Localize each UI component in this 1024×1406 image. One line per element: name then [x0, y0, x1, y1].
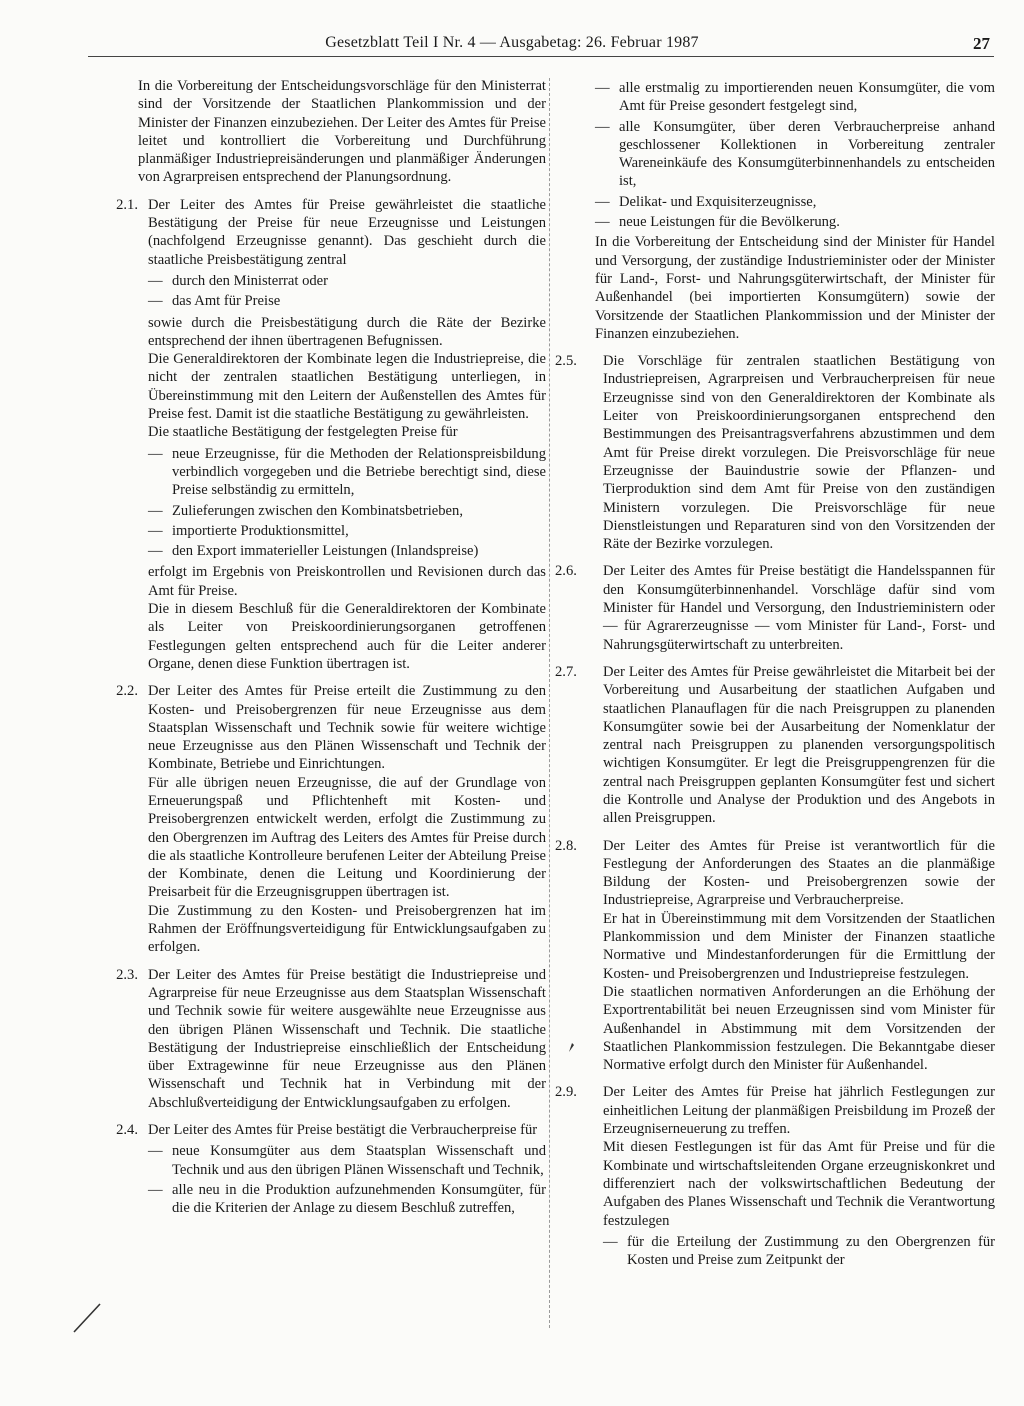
section-2-7: [555, 663, 995, 828]
paragraph: Der Leiter des Amtes für Preise bestätigt die Industriepreise und Agrarpreise für neue Erzeugnisse aus dem Staatsplan Wissenschaft und Technik sowie für weitere ausgewählte neue Erzeugnisse aus den übrigen Plänen Wissenschaft und Technik. Die staatliche Bestätigung der Industriepreise einschließlich der Entscheidung über Extragewinne für neue Erzeugnisse aus den Plänen Wissenschaft und Technik hat in Verbindung mit der Abschlußverteidigung der Entwicklungsaufgaben zu erfolgen.: [148, 966, 546, 1111]
paragraph: In die Vorbereitung der Entscheidung sind der Minister für Handel und Versorgung, der zuständige Industrieminister oder der Minister für Land-, Forst- und Nahrungsgüterwirtschaft, der Minister für Außenhandel (bei importierten Konsumgütern) sowie der Vorsitzende der Staatlichen Plankommission und der Minister der Finanzen einzubeziehen.: [595, 234, 995, 342]
bullet-list: [148, 1142, 546, 1217]
paragraph: Der Leiter des Amtes für Preise gewährleistet die staatliche Bestätigung der Preise für neue Erzeugnisse und Leistungen (nachfolgend Erzeugnisse genannt). Das geschieht durch die staatliche Preisbestätigung zentral: [148, 196, 546, 268]
dash-marker: —: [603, 1233, 618, 1250]
section-number: 2.5.: [555, 353, 577, 370]
list-item: — alle erstmalig zu importierenden neuen Konsumgüter, die vom Amt für Preise gesondert festgelegt sind,: [595, 80, 995, 115]
paragraph: Für alle übrigen neuen Erzeugnisse, die auf der Grundlage von Erneuerungspaß und Pflichtenheft mit Kosten- und Preisobergrenzen entwickelt werden, erfolgt die Zustimmung zu den Obergrenzen im Auftrag des Leiters des Amtes für Preise durch die als staatliche Kontrolleure berufenen Leiter der Abteilung Preise der Kombinate, denen die Leitung und Koordinierung der Preisarbeit für die Erzeugnisgruppen übertragen ist.: [148, 774, 546, 901]
dash-marker: —: [595, 193, 610, 210]
header-title: Gesetzblatt Teil I Nr. 4 — Ausgabetag: 26. Februar 1987: [325, 34, 699, 51]
section-2-5: [555, 352, 995, 553]
page-header: [0, 34, 1024, 56]
list-item: — das Amt für Preise: [148, 293, 281, 310]
paragraph: Mit diesen Festlegungen ist für das Amt für Preise und für die Kombinate und wirtschaftsleitenden Organe erzeugniskonkret und differenziert nach der volkswirtschaftlichen Bedeutung der Aufgaben des Planes Wissenschaft und Technik die Verantwortung festzulegen: [603, 1139, 995, 1229]
list-item: — importierte Produktionsmittel,: [148, 522, 349, 539]
list-item: — alle neu in die Produktion aufzunehmenden Konsumgüter, für die die Kriterien der Anlage zu diesem Beschluß zutreffen,: [148, 1181, 546, 1217]
dash-marker: —: [148, 502, 163, 519]
paragraph: Der Leiter des Amtes für Preise hat jährlich Festlegungen zur einheitlichen Leitung der planmäßigen Preisbildung im Prozeß der Erzeugniserneuerung zu treffen.: [603, 1084, 995, 1138]
section-number: 2.1.: [116, 196, 138, 213]
list-item: — neue Leistungen für die Bevölkerung.: [595, 214, 840, 231]
bullet-list: [148, 272, 546, 311]
list-item: — neue Erzeugnisse, für die Methoden der Relationspreisbildung verbindlich vorgegeben und die Betriebe berechtigt sind, diese Preise selbständig zu ermitteln,: [148, 445, 546, 499]
section-2-3: [96, 966, 546, 1112]
dash-marker: —: [148, 293, 163, 310]
paragraph: Der Leiter des Amtes für Preise gewährleistet die Mitarbeit bei der Vorbereitung und Ausarbeitung der staatlichen Aufgaben und staatlichen Planauflagen für die nach Preisgruppen zu planenden Konsumgüter sowie bei der Ausarbeitung der Nomenklatur der zentral nach Preisgruppen zu planenden versorgungspolitisch wichtigen Konsumgüter. Er legt die Preisgruppengrenzen für die zentral nach Preisgruppen geplanten Konsumgüter fest und sichert die Kontrolle und Analyse der Produktion und des Angebots in allen Preisgruppen.: [603, 663, 995, 827]
paragraph: Die Vorschläge für zentralen staatlichen Bestätigung von Industriepreisen, Agrarpreisen und Verbraucherpreisen für neue Erzeugnisse sind von den Generaldirektoren der Kombinate als Leiter von Preiskoordinierungsorganen entsprechend den Bestimmungen des Preisantragsverfahrens abzustimmen und dem Amt für Preise direkt vorzulegen. Die Preisvorschläge für neue Erzeugnisse der Bauindustrie sowie der Pflanzen- und Tierproduktion sind dem Amt für Preise von den zuständigen Ministern vorzulegen. Die Preisvorschläge für neue Dienstleistungen und Reparaturen sind von den Vorsitzenden der Räte der Bezirke vorzulegen.: [603, 353, 995, 553]
section-2-2: [96, 682, 546, 956]
paragraph: sowie durch die Preisbestätigung durch die Räte der Bezirke entsprechend der ihnen übertragenen Befugnissen.: [148, 314, 546, 349]
header-rule: [88, 56, 994, 57]
list-item: — Delikat- und Exquisiterzeugnisse,: [595, 193, 817, 210]
list-item: — alle Konsumgüter, über deren Verbraucherpreise anhand geschlossener Kollektionen in Vorbereitung zentraler Wareneinkäufe des Konsumgüterbinnenhandels zu entscheiden ist,: [595, 118, 995, 190]
dash-marker: —: [595, 214, 610, 231]
section-2-6: [555, 562, 995, 653]
list-item: — durch den Ministerrat oder: [148, 272, 329, 289]
section-number: 2.3.: [116, 966, 138, 983]
section-number: 2.2.: [116, 683, 138, 700]
list-item: — Zulieferungen zwischen den Kombinatsbetrieben,: [148, 502, 463, 519]
paragraph: erfolgt im Ergebnis von Preiskontrollen und Revisionen durch das Amt für Preise.: [148, 564, 546, 599]
bullet-list: [148, 445, 546, 561]
section-number: 2.8.: [555, 837, 577, 854]
paragraph: Die in diesem Beschluß für die Generaldirektoren der Kombinate als Leiter von Preiskoordinierungsorganen getroffenen Festlegungen gelten entsprechend auch für die Leiter anderer Organe, denen diese Funktion übertragen ist.: [148, 601, 546, 672]
dash-marker: —: [148, 522, 163, 539]
section-number: 2.9.: [555, 1084, 577, 1101]
dash-marker: —: [148, 272, 163, 289]
section-2-4: [96, 1121, 546, 1220]
column-divider: [549, 78, 551, 1328]
dash-marker: —: [148, 1181, 163, 1198]
section-number: 2.7.: [555, 663, 577, 680]
section-2-8: [555, 837, 995, 1075]
paragraph: Der Leiter des Amtes für Preise bestätigt die Handelsspannen für den Konsumgüterbinnenhandel. Vorschläge dafür sind vom Minister für Handel und Versorgung, den Industrieministern oder — für Agrarerzeugnisse — vom Minister für Land-, Forst- und Nahrungsgüterwirtschaft zu unterbreiten.: [603, 563, 995, 653]
dash-marker: —: [148, 445, 163, 462]
paragraph: Er hat in Übereinstimmung mit dem Vorsitzenden der Staatlichen Plankommission und dem Minister der Finanzen staatliche Normative und Mindestanforderungen für die Ermittlung der Kosten- und Preisobergrenzen und Industriepreise festzulegen.: [603, 910, 995, 982]
dash-marker: —: [148, 1143, 163, 1160]
paragraph: Der Leiter des Amtes für Preise bestätigt die Verbraucherpreise für: [148, 1122, 538, 1139]
paragraph: Die Generaldirektoren der Kombinate legen die Industriepreise, die nicht der zentralen staatlichen Bestätigung unterliegen, in Übereinstimmung mit den Leitern der Außenstellen des Amtes für Preise fest. Damit ist die staatliche Bestätigung zu gewährleisten.: [148, 351, 546, 423]
list-item: — den Export immaterieller Leistungen (Inlandspreise): [148, 543, 479, 560]
dash-marker: —: [595, 118, 610, 135]
section-number: 2.4.: [116, 1122, 138, 1139]
bullet-list: [603, 1233, 995, 1270]
paragraph: Die Zustimmung zu den Kosten- und Preisobergrenzen hat im Rahmen der Eröffnungsverteidigung für Entwicklungsaufgaben zu erfolgen.: [148, 902, 546, 956]
ink-dot-mark: [566, 1040, 576, 1054]
pen-stroke-mark: [70, 1300, 104, 1336]
paragraph: Die staatlichen normativen Anforderungen an die Erhöhung der Exportrentabilität bei neuen Erzeugnissen sind vom Minister für Außenhandel in Abstimmung mit dem Vorsitzenden der Staatlichen Plankommission festzulegen. Die Bekanntgabe dieser Normative erfolgt durch den Minister für Außenhandel.: [603, 983, 995, 1074]
list-item: — für die Erteilung der Zustimmung zu den Obergrenzen für Kosten und Preise zum Zeitpunkt der: [603, 1233, 995, 1269]
list-item: — neue Konsumgüter aus dem Staatsplan Wissenschaft und Technik und aus den übrigen Plänen Wissenschaft und Technik,: [148, 1143, 546, 1178]
right-column: [555, 77, 995, 1281]
dash-marker: —: [148, 543, 163, 560]
paragraph: Die staatliche Bestätigung der festgelegten Preise für: [148, 424, 458, 441]
page-number: 27: [973, 34, 990, 53]
section-2-1: [96, 196, 546, 673]
paragraph: Der Leiter des Amtes für Preise ist verantwortlich für die Festlegung der Anforderungen des Staates an die planmäßige Bildung der Kosten- und Preisobergrenzen sowie der Industriepreise, Agrarpreise und Verbraucherpreise.: [603, 837, 995, 909]
intro-paragraph: In die Vorbereitung der Entscheidungsvorschläge für den Ministerrat sind der Vorsitzende der Staatlichen Plankommission und der Minister der Finanzen einzubeziehen. Der Leiter des Amtes für Preise leitet und kontrolliert die Vorbereitung und Durchführung planmäßiger Industriepreisänderungen und planmäßiger Änderungen von Agrarpreisen entsprechend der Planungsordnung.: [138, 78, 546, 186]
bullet-list-continued: [595, 79, 995, 343]
paragraph: Der Leiter des Amtes für Preise erteilt die Zustimmung zu den Kosten- und Preisobergrenzen für neue Erzeugnisse aus dem Staatsplan Wissenschaft und Technik sowie für weitere wichtige neue Erzeugnisse aus den Plänen Wissenschaft und Technik der Kombinate, Betriebe und Einrichtungen.: [148, 683, 546, 773]
dash-marker: —: [595, 80, 610, 96]
left-column: [96, 77, 546, 1230]
section-number: 2.6.: [555, 563, 577, 580]
section-2-9: [555, 1083, 995, 1272]
